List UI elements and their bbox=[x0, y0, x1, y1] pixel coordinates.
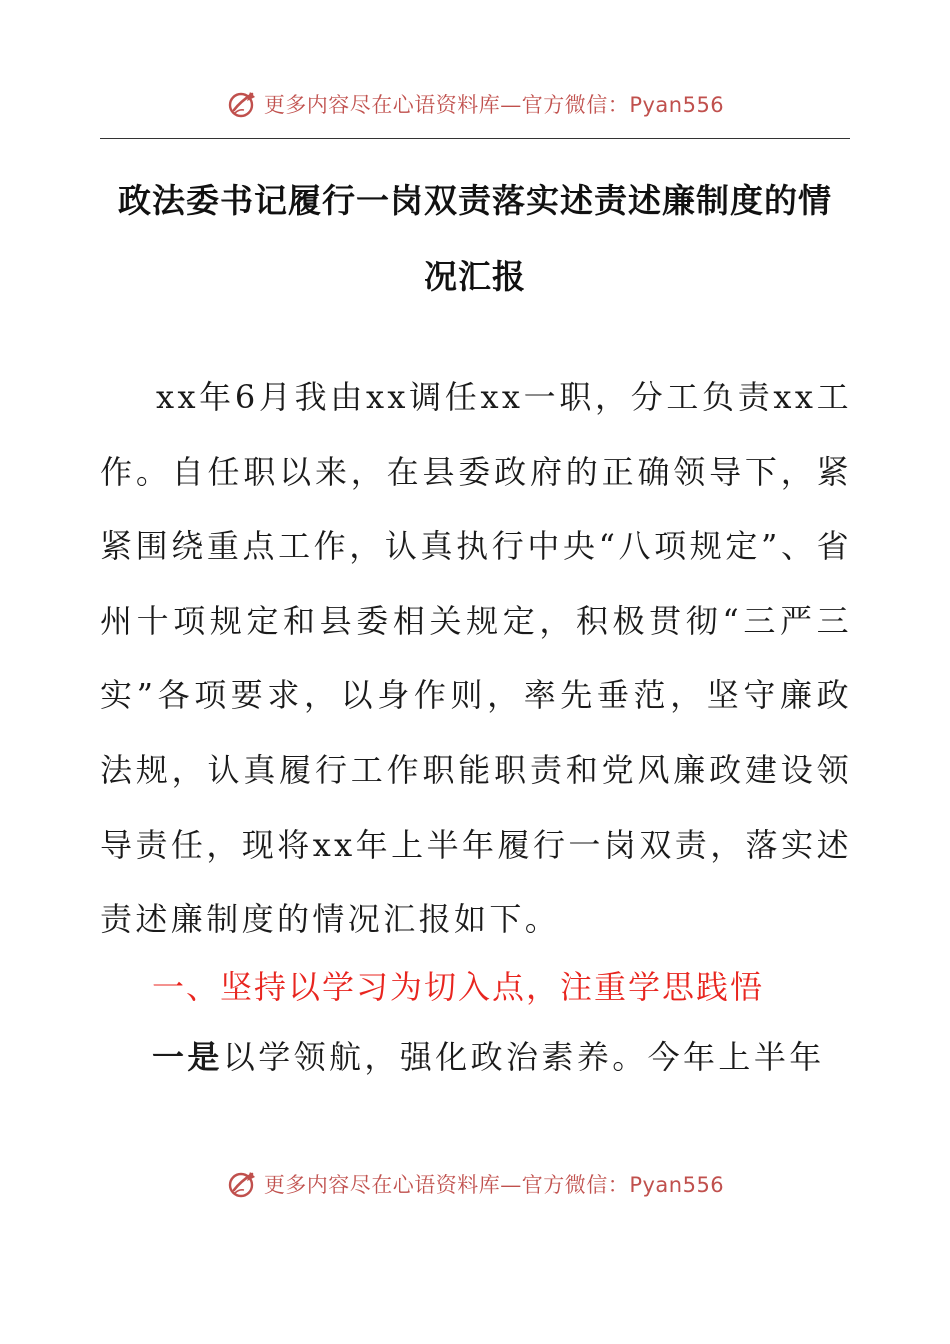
watermark-text bbox=[264, 1169, 724, 1199]
watermark-label: 更多内容尽在心语资料库—官方微信： bbox=[263, 1173, 630, 1197]
section-heading-1: 一、坚持以学习为切入点，注重学思践悟 bbox=[152, 968, 765, 1006]
pen-writing-logo-icon bbox=[226, 1168, 258, 1200]
watermark-wechat: Pyan556 bbox=[629, 1173, 725, 1197]
watermark-wechat: Pyan556 bbox=[629, 93, 725, 117]
watermark-text bbox=[264, 89, 724, 119]
title-line-1: 政法委书记履行一岗双责落实述责述廉制度的情 bbox=[118, 181, 832, 220]
watermark-header bbox=[0, 84, 950, 124]
paragraph-1 bbox=[152, 1022, 825, 1092]
header-divider bbox=[100, 138, 850, 139]
watermark-label: 更多内容尽在心语资料库—官方微信： bbox=[263, 93, 630, 117]
paragraph-1-text: 以学领航，强化政治素养。今年上半年 bbox=[222, 1038, 825, 1076]
watermark-footer bbox=[0, 1164, 950, 1204]
document-title bbox=[100, 178, 850, 324]
paragraph-1-lead: 一是 bbox=[152, 1038, 223, 1076]
title-line-2: 况汇报 bbox=[424, 257, 526, 296]
intro-paragraph: xx年6月我由xx调任xx一职，分工负责xx工作。自任职以来，在县委政府的正确领导下，紧紧围绕重点工作，认真执行中央“八项规定”、省州十项规定和县委相关规定，积极贯彻“三严三实”各项要求，以身作则，率先垂范，坚守廉政法规，认真履行工作职能职责和党风廉政建设领导责任，现将xx年上半年履行一岗双责，落实述责述廉制度的情况汇报如下。 bbox=[100, 378, 852, 939]
pen-writing-logo-icon bbox=[226, 88, 258, 120]
